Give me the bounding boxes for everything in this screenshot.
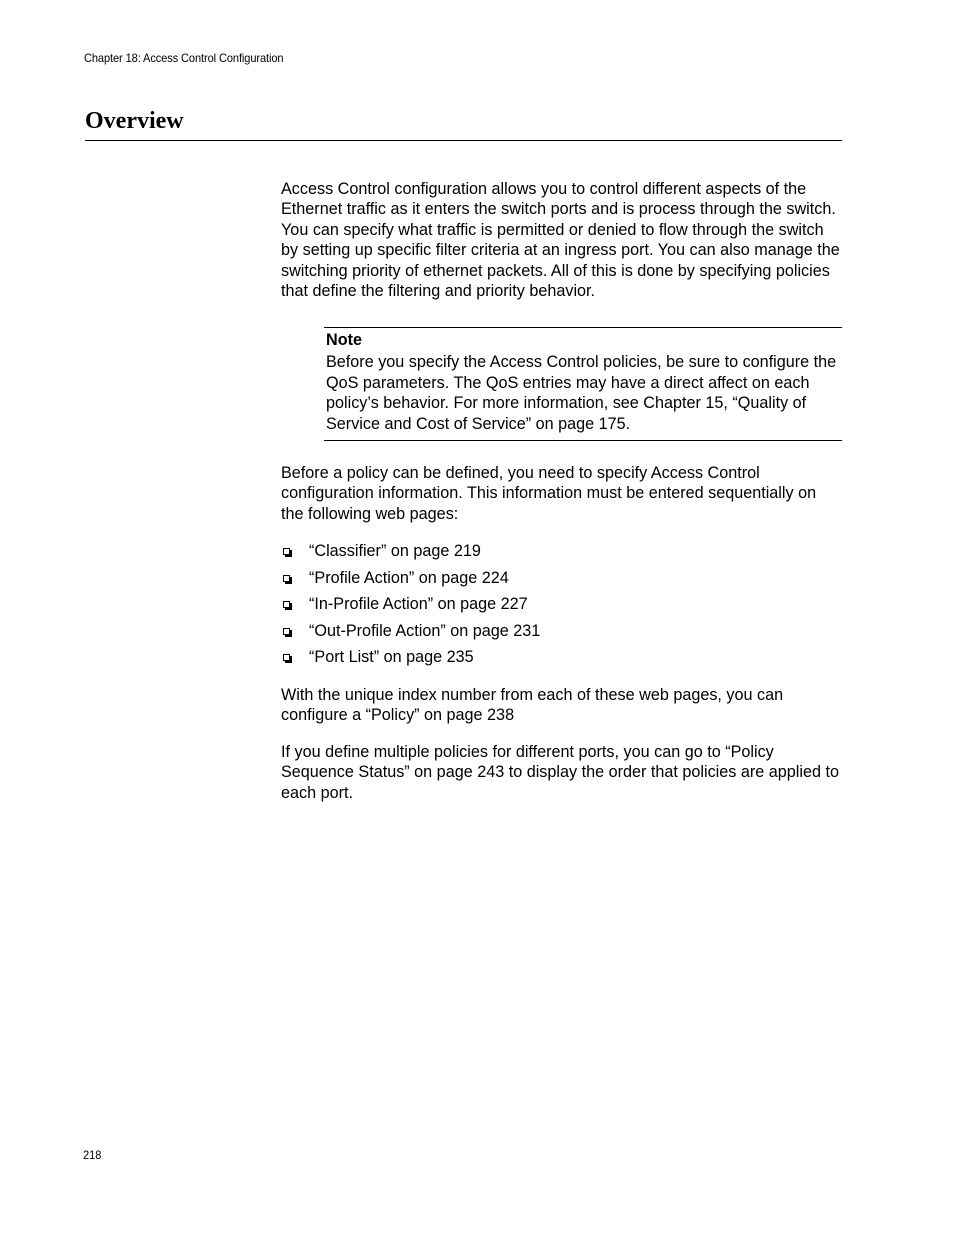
index-number-paragraph <box>281 685 843 726</box>
list-item-label: “Profile Action” on page 224 <box>309 568 509 587</box>
web-pages-list <box>281 541 843 674</box>
note-box <box>324 327 842 441</box>
multiple-policies-paragraph <box>281 742 843 803</box>
list-item[interactable] <box>281 568 843 595</box>
note-text: Before you specify the Access Control policies, be sure to configure the QoS parameters. The QoS entries may have a direct affect on each policy’s behavior. For more information, see Chapter 15, “Quality of Service and Cost of Service” on page 175. <box>326 353 837 433</box>
list-item[interactable] <box>281 541 843 568</box>
checkbox-bullet-icon <box>283 628 290 635</box>
section-title: Overview <box>85 108 184 134</box>
note-heading: Note <box>326 331 362 349</box>
before-policy-paragraph <box>281 463 843 524</box>
title-rule <box>85 140 842 141</box>
checkbox-bullet-icon <box>283 575 290 582</box>
before-policy-text: Before a policy can be defined, you need to specify Access Control configuration information. This information must be entered sequentially on the following web pages: <box>281 464 817 523</box>
checkbox-bullet-icon <box>283 601 290 608</box>
intro-text: Access Control configuration allows you to control different aspects of the Ethernet traffic as it enters the switch ports and is process through the switch. You can specify what traffic is permitted or denied to flow through the switch by setting up specific filter criteria at an ingress port. You can also manage the switching priority of ethernet packets. All of this is done by specifying policies that define the filtering and priority behavior. <box>281 180 840 301</box>
list-item[interactable] <box>281 621 843 648</box>
checkbox-bullet-icon <box>283 548 290 555</box>
page-number: 218 <box>83 1148 102 1162</box>
list-item-label: “Out-Profile Action” on page 231 <box>309 621 541 640</box>
running-header: Chapter 18: Access Control Configuration <box>84 51 284 65</box>
multiple-policies-text: If you define multiple policies for different ports, you can go to “Policy Sequence Status” on page 243 to display the order that policies are applied to each port. <box>281 743 839 802</box>
list-item[interactable] <box>281 594 843 621</box>
index-number-text: With the unique index number from each of these web pages, you can configure a “Policy” on page 238 <box>281 686 784 725</box>
list-item-label: “In-Profile Action” on page 227 <box>309 595 528 613</box>
checkbox-bullet-icon <box>283 654 290 661</box>
list-item-label: “Classifier” on page 219 <box>309 542 481 560</box>
intro-paragraph <box>281 179 843 301</box>
list-item-label: “Port List” on page 235 <box>309 648 474 666</box>
list-item[interactable] <box>281 647 843 674</box>
